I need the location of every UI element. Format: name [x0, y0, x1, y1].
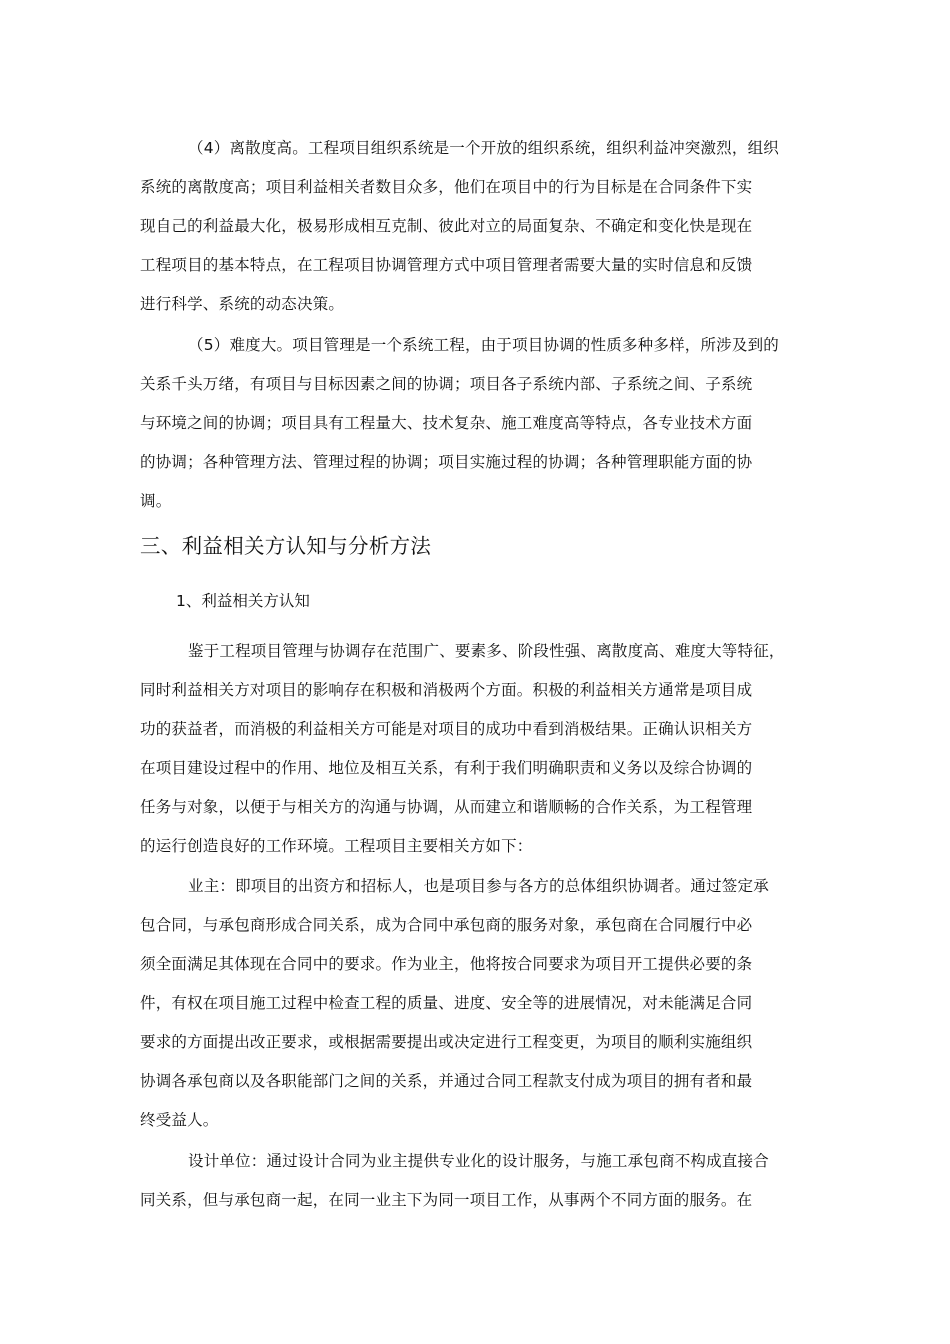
text-line: 功的获益者，而消极的利益相关方可能是对项目的成功中看到消极结果。正确认识相关方	[140, 720, 753, 738]
text-line: 同时利益相关方对项目的影响存在积极和消极两个方面。积极的利益相关方通常是项目成	[140, 681, 753, 699]
text-line: 关系千头万绪，有项目与目标因素之间的协调；项目各子系统内部、子系统之间、子系统	[140, 375, 753, 393]
text-line: 与环境之间的协调；项目具有工程量大、技术复杂、施工难度高等特点，各专业技术方面	[140, 414, 753, 432]
text-line: 调。	[140, 492, 172, 510]
text-line: 要求的方面提出改正要求，或根据需要提出或决定进行工程变更，为项目的顺利实施组织	[140, 1033, 753, 1051]
text-line: 的协调；各种管理方法、管理过程的协调；项目实施过程的协调；各种管理职能方面的协	[140, 453, 753, 471]
text-line: 鉴于工程项目管理与协调存在范围广、要素多、阶段性强、离散度高、难度大等特征，	[188, 642, 785, 660]
text-line: 件，有权在项目施工过程中检查工程的质量、进度、安全等的进展情况，对未能满足合同	[140, 994, 753, 1012]
text-line: 进行科学、系统的动态决策。	[140, 295, 345, 313]
text-line: 须全面满足其体现在合同中的要求。作为业主，他将按合同要求为项目开工提供必要的条	[140, 955, 753, 973]
text-line: 业主：即项目的出资方和招标人，也是项目参与各方的总体组织协调者。通过签定承	[188, 877, 769, 895]
text-line: 的运行创造良好的工作环境。工程项目主要相关方如下：	[140, 837, 533, 855]
text-line: （5）难度大。项目管理是一个系统工程，由于项目协调的性质多种多样，所涉及到的	[188, 336, 779, 354]
text-line: 协调各承包商以及各职能部门之间的关系，并通过合同工程款支付成为项目的拥有者和最	[140, 1072, 753, 1090]
text-line: 系统的离散度高；项目利益相关者数目众多，他们在项目中的行为目标是在合同条件下实	[140, 178, 753, 196]
text-line: 现自己的利益最大化，极易形成相互克制、彼此对立的局面复杂、不确定和变化快是现在	[140, 217, 753, 235]
text-line: 在项目建设过程中的作用、地位及相互关系，有利于我们明确职责和义务以及综合协调的	[140, 759, 753, 777]
subsection-heading: 1、利益相关方认知	[176, 592, 310, 610]
text-line: 设计单位：通过设计合同为业主提供专业化的设计服务，与施工承包商不构成直接合	[188, 1152, 769, 1170]
text-line: （4）离散度高。工程项目组织系统是一个开放的组织系统，组织利益冲突激烈，组织	[188, 139, 779, 157]
text-line: 任务与对象，以便于与相关方的沟通与协调，从而建立和谐顺畅的合作关系，为工程管理	[140, 798, 753, 816]
text-line: 包合同，与承包商形成合同关系，成为合同中承包商的服务对象，承包商在合同履行中必	[140, 916, 753, 934]
text-line: 同关系，但与承包商一起，在同一业主下为同一项目工作，从事两个不同方面的服务。在	[140, 1191, 753, 1209]
text-line: 工程项目的基本特点，在工程项目协调管理方式中项目管理者需要大量的实时信息和反馈	[140, 256, 753, 274]
text-line: 终受益人。	[140, 1111, 219, 1129]
section-heading: 三、利益相关方认知与分析方法	[140, 534, 432, 558]
